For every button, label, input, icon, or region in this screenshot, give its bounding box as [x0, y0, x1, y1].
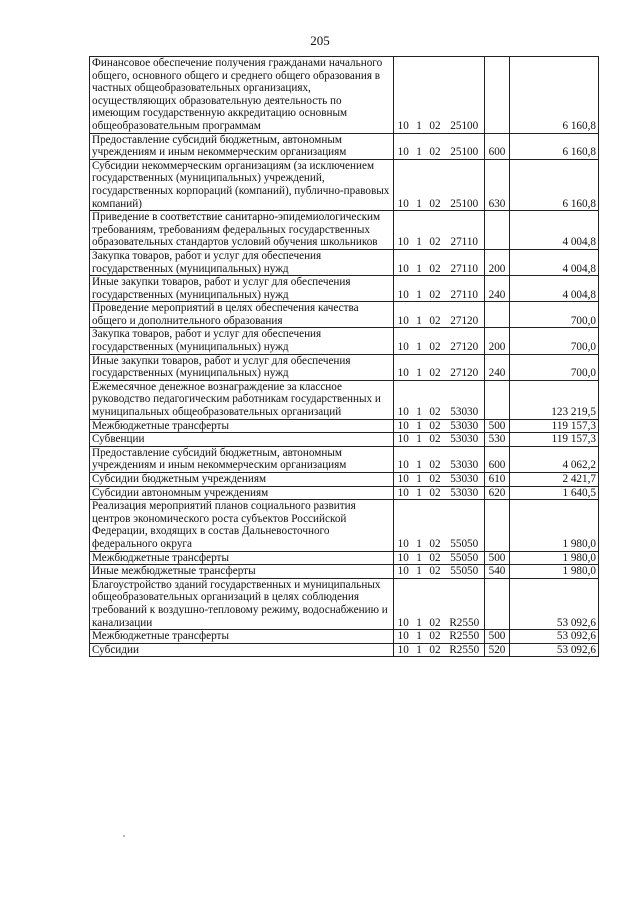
amount-cell: 119 157,3 — [510, 419, 599, 433]
table-row — [90, 500, 599, 551]
direction-code-cell: 53030 — [445, 433, 485, 447]
direction-code-cell: 27110 — [445, 249, 485, 275]
direction-code-cell: R2550 — [445, 578, 485, 629]
row-name-cell: Субвенции — [90, 433, 394, 447]
direction-code-cell: 27110 — [445, 276, 485, 302]
program-code-cell: 10 — [394, 302, 413, 328]
amount-cell: 4 062,2 — [510, 446, 599, 472]
table-row — [90, 249, 599, 275]
direction-code-cell: 27120 — [445, 302, 485, 328]
row-name-cell: Благоустройство зданий государственных и муниципальных общеобразовательных организаций в целях соблюдения требований к воздушно-тепловому режиму, водоснабжению и канализации — [90, 578, 394, 629]
main-activity-code-cell: 02 — [426, 133, 445, 159]
direction-code-cell: 55050 — [445, 565, 485, 579]
amount-cell: 1 980,0 — [510, 551, 599, 565]
expense-type-code-cell — [485, 211, 510, 250]
direction-code-cell: R2550 — [445, 630, 485, 644]
row-name-cell: Реализация мероприятий планов социального развития центров экономического роста субъектов Российской Федерации, входящих в состав Дальневосточного федерального округа — [90, 500, 394, 551]
expense-type-code-cell: 200 — [485, 328, 510, 354]
subprogram-code-cell: 1 — [413, 486, 426, 500]
main-activity-code-cell: 02 — [426, 249, 445, 275]
amount-cell: 119 157,3 — [510, 433, 599, 447]
expense-type-code-cell: 240 — [485, 276, 510, 302]
subprogram-code-cell: 1 — [413, 159, 426, 210]
row-name-cell: Иные межбюджетные трансферты — [90, 565, 394, 579]
table-row — [90, 565, 599, 579]
page-number: 205 — [310, 33, 330, 48]
subprogram-code-cell: 1 — [413, 500, 426, 551]
row-name-cell: Проведение мероприятий в целях обеспечения качества общего и дополнительного образования — [90, 302, 394, 328]
program-code-cell: 10 — [394, 551, 413, 565]
direction-code-cell: R2550 — [445, 643, 485, 657]
program-code-cell: 10 — [394, 643, 413, 657]
amount-cell: 6 160,8 — [510, 159, 599, 210]
table-row — [90, 380, 599, 419]
program-code-cell: 10 — [394, 354, 413, 380]
expense-type-code-cell: 240 — [485, 354, 510, 380]
direction-code-cell: 27120 — [445, 328, 485, 354]
program-code-cell: 10 — [394, 433, 413, 447]
amount-cell: 123 219,5 — [510, 380, 599, 419]
expense-type-code-cell — [485, 500, 510, 551]
main-activity-code-cell: 02 — [426, 551, 445, 565]
amount-cell: 700,0 — [510, 354, 599, 380]
subprogram-code-cell: 1 — [413, 249, 426, 275]
program-code-cell: 10 — [394, 380, 413, 419]
row-name-cell: Межбюджетные трансферты — [90, 551, 394, 565]
expense-type-code-cell: 600 — [485, 133, 510, 159]
expense-type-code-cell — [485, 302, 510, 328]
subprogram-code-cell: 1 — [413, 276, 426, 302]
program-code-cell: 10 — [394, 328, 413, 354]
main-activity-code-cell: 02 — [426, 643, 445, 657]
main-activity-code-cell: 02 — [426, 446, 445, 472]
direction-code-cell: 55050 — [445, 500, 485, 551]
direction-code-cell: 25100 — [445, 133, 485, 159]
scan-speck — [123, 835, 125, 837]
direction-code-cell: 53030 — [445, 486, 485, 500]
main-activity-code-cell: 02 — [426, 433, 445, 447]
program-code-cell: 10 — [394, 276, 413, 302]
expense-type-code-cell: 520 — [485, 643, 510, 657]
expense-type-code-cell: 200 — [485, 249, 510, 275]
amount-cell: 53 092,6 — [510, 578, 599, 629]
program-code-cell: 10 — [394, 249, 413, 275]
subprogram-code-cell: 1 — [413, 57, 426, 134]
row-name-cell: Межбюджетные трансферты — [90, 419, 394, 433]
row-name-cell: Субсидии — [90, 643, 394, 657]
program-code-cell: 10 — [394, 159, 413, 210]
expense-type-code-cell: 620 — [485, 486, 510, 500]
expense-type-code-cell: 530 — [485, 433, 510, 447]
table-row — [90, 159, 599, 210]
amount-cell: 700,0 — [510, 302, 599, 328]
main-activity-code-cell: 02 — [426, 473, 445, 487]
main-activity-code-cell: 02 — [426, 354, 445, 380]
amount-cell: 6 160,8 — [510, 57, 599, 134]
table-row — [90, 433, 599, 447]
table-row — [90, 473, 599, 487]
main-activity-code-cell: 02 — [426, 486, 445, 500]
program-code-cell: 10 — [394, 565, 413, 579]
subprogram-code-cell: 1 — [413, 380, 426, 419]
expense-type-code-cell — [485, 57, 510, 134]
subprogram-code-cell: 1 — [413, 328, 426, 354]
table-row — [90, 211, 599, 250]
row-name-cell: Ежемесячное денежное вознаграждение за классное руководство педагогическим работникам государственных и муниципальных общеобразовательных организаций — [90, 380, 394, 419]
main-activity-code-cell: 02 — [426, 211, 445, 250]
main-activity-code-cell: 02 — [426, 328, 445, 354]
subprogram-code-cell: 1 — [413, 133, 426, 159]
program-code-cell: 10 — [394, 486, 413, 500]
main-activity-code-cell: 02 — [426, 578, 445, 629]
row-name-cell: Закупка товаров, работ и услуг для обеспечения государственных (муниципальных) нужд — [90, 328, 394, 354]
subprogram-code-cell: 1 — [413, 446, 426, 472]
subprogram-code-cell: 1 — [413, 433, 426, 447]
direction-code-cell: 53030 — [445, 446, 485, 472]
subprogram-code-cell: 1 — [413, 419, 426, 433]
amount-cell: 700,0 — [510, 328, 599, 354]
program-code-cell: 10 — [394, 57, 413, 134]
expense-type-code-cell: 500 — [485, 419, 510, 433]
row-name-cell: Предоставление субсидий бюджетным, автономным учреждениям и иным некоммерческим организациям — [90, 446, 394, 472]
direction-code-cell: 25100 — [445, 57, 485, 134]
expense-type-code-cell: 610 — [485, 473, 510, 487]
table-row — [90, 276, 599, 302]
subprogram-code-cell: 1 — [413, 565, 426, 579]
amount-cell: 6 160,8 — [510, 133, 599, 159]
table-row — [90, 446, 599, 472]
main-activity-code-cell: 02 — [426, 276, 445, 302]
program-code-cell: 10 — [394, 500, 413, 551]
table-row — [90, 643, 599, 657]
row-name-cell: Приведение в соответствие санитарно-эпидемиологическим требованиям, требованиям федеральных государственных образовательных стандартов условий обучения школьников — [90, 211, 394, 250]
expense-type-code-cell: 540 — [485, 565, 510, 579]
expense-type-code-cell — [485, 380, 510, 419]
subprogram-code-cell: 1 — [413, 551, 426, 565]
table-row — [90, 486, 599, 500]
subprogram-code-cell: 1 — [413, 211, 426, 250]
table-body — [90, 57, 599, 657]
row-name-cell: Закупка товаров, работ и услуг для обеспечения государственных (муниципальных) нужд — [90, 249, 394, 275]
main-activity-code-cell: 02 — [426, 159, 445, 210]
row-name-cell: Субсидии некоммерческим организациям (за исключением государственных (муниципальных) учреждений, государственных корпораций (компаний), публично-правовых компаний) — [90, 159, 394, 210]
program-code-cell: 10 — [394, 133, 413, 159]
row-name-cell: Межбюджетные трансферты — [90, 630, 394, 644]
main-activity-code-cell: 02 — [426, 380, 445, 419]
table-row — [90, 354, 599, 380]
amount-cell: 2 421,7 — [510, 473, 599, 487]
subprogram-code-cell: 1 — [413, 578, 426, 629]
subprogram-code-cell: 1 — [413, 643, 426, 657]
table-row — [90, 133, 599, 159]
amount-cell: 1 980,0 — [510, 500, 599, 551]
program-code-cell: 10 — [394, 446, 413, 472]
expense-type-code-cell — [485, 578, 510, 629]
table-row — [90, 630, 599, 644]
program-code-cell: 10 — [394, 630, 413, 644]
direction-code-cell: 27110 — [445, 211, 485, 250]
amount-cell: 1 980,0 — [510, 565, 599, 579]
direction-code-cell: 53030 — [445, 380, 485, 419]
program-code-cell: 10 — [394, 473, 413, 487]
direction-code-cell: 53030 — [445, 473, 485, 487]
row-name-cell: Иные закупки товаров, работ и услуг для обеспечения государственных (муниципальных) нужд — [90, 276, 394, 302]
expense-type-code-cell: 600 — [485, 446, 510, 472]
amount-cell: 4 004,8 — [510, 276, 599, 302]
main-activity-code-cell: 02 — [426, 500, 445, 551]
budget-table — [89, 56, 599, 657]
main-activity-code-cell: 02 — [426, 630, 445, 644]
direction-code-cell: 55050 — [445, 551, 485, 565]
program-code-cell: 10 — [394, 419, 413, 433]
row-name-cell: Финансовое обеспечение получения гражданами начального общего, основного общего и среднего общего образования в частных общеобразовательных организациях, осуществляющих образовательную деятельность по имеющим государственную аккредитацию основным общеобразовательным программам — [90, 57, 394, 134]
row-name-cell: Иные закупки товаров, работ и услуг для обеспечения государственных (муниципальных) нужд — [90, 354, 394, 380]
table-row — [90, 419, 599, 433]
amount-cell: 53 092,6 — [510, 643, 599, 657]
amount-cell: 53 092,6 — [510, 630, 599, 644]
amount-cell: 4 004,8 — [510, 249, 599, 275]
subprogram-code-cell: 1 — [413, 354, 426, 380]
expense-type-code-cell: 500 — [485, 551, 510, 565]
table-row — [90, 578, 599, 629]
table-row — [90, 328, 599, 354]
table-row — [90, 302, 599, 328]
row-name-cell: Субсидии бюджетным учреждениям — [90, 473, 394, 487]
program-code-cell: 10 — [394, 578, 413, 629]
table-row — [90, 57, 599, 134]
direction-code-cell: 25100 — [445, 159, 485, 210]
main-activity-code-cell: 02 — [426, 565, 445, 579]
subprogram-code-cell: 1 — [413, 302, 426, 328]
main-activity-code-cell: 02 — [426, 57, 445, 134]
expense-type-code-cell: 500 — [485, 630, 510, 644]
amount-cell: 4 004,8 — [510, 211, 599, 250]
table-row — [90, 551, 599, 565]
expense-type-code-cell: 630 — [485, 159, 510, 210]
row-name-cell: Предоставление субсидий бюджетным, автономным учреждениям и иным некоммерческим организациям — [90, 133, 394, 159]
main-activity-code-cell: 02 — [426, 302, 445, 328]
direction-code-cell: 27120 — [445, 354, 485, 380]
program-code-cell: 10 — [394, 211, 413, 250]
direction-code-cell: 53030 — [445, 419, 485, 433]
subprogram-code-cell: 1 — [413, 630, 426, 644]
amount-cell: 1 640,5 — [510, 486, 599, 500]
subprogram-code-cell: 1 — [413, 473, 426, 487]
main-activity-code-cell: 02 — [426, 419, 445, 433]
row-name-cell: Субсидии автономным учреждениям — [90, 486, 394, 500]
